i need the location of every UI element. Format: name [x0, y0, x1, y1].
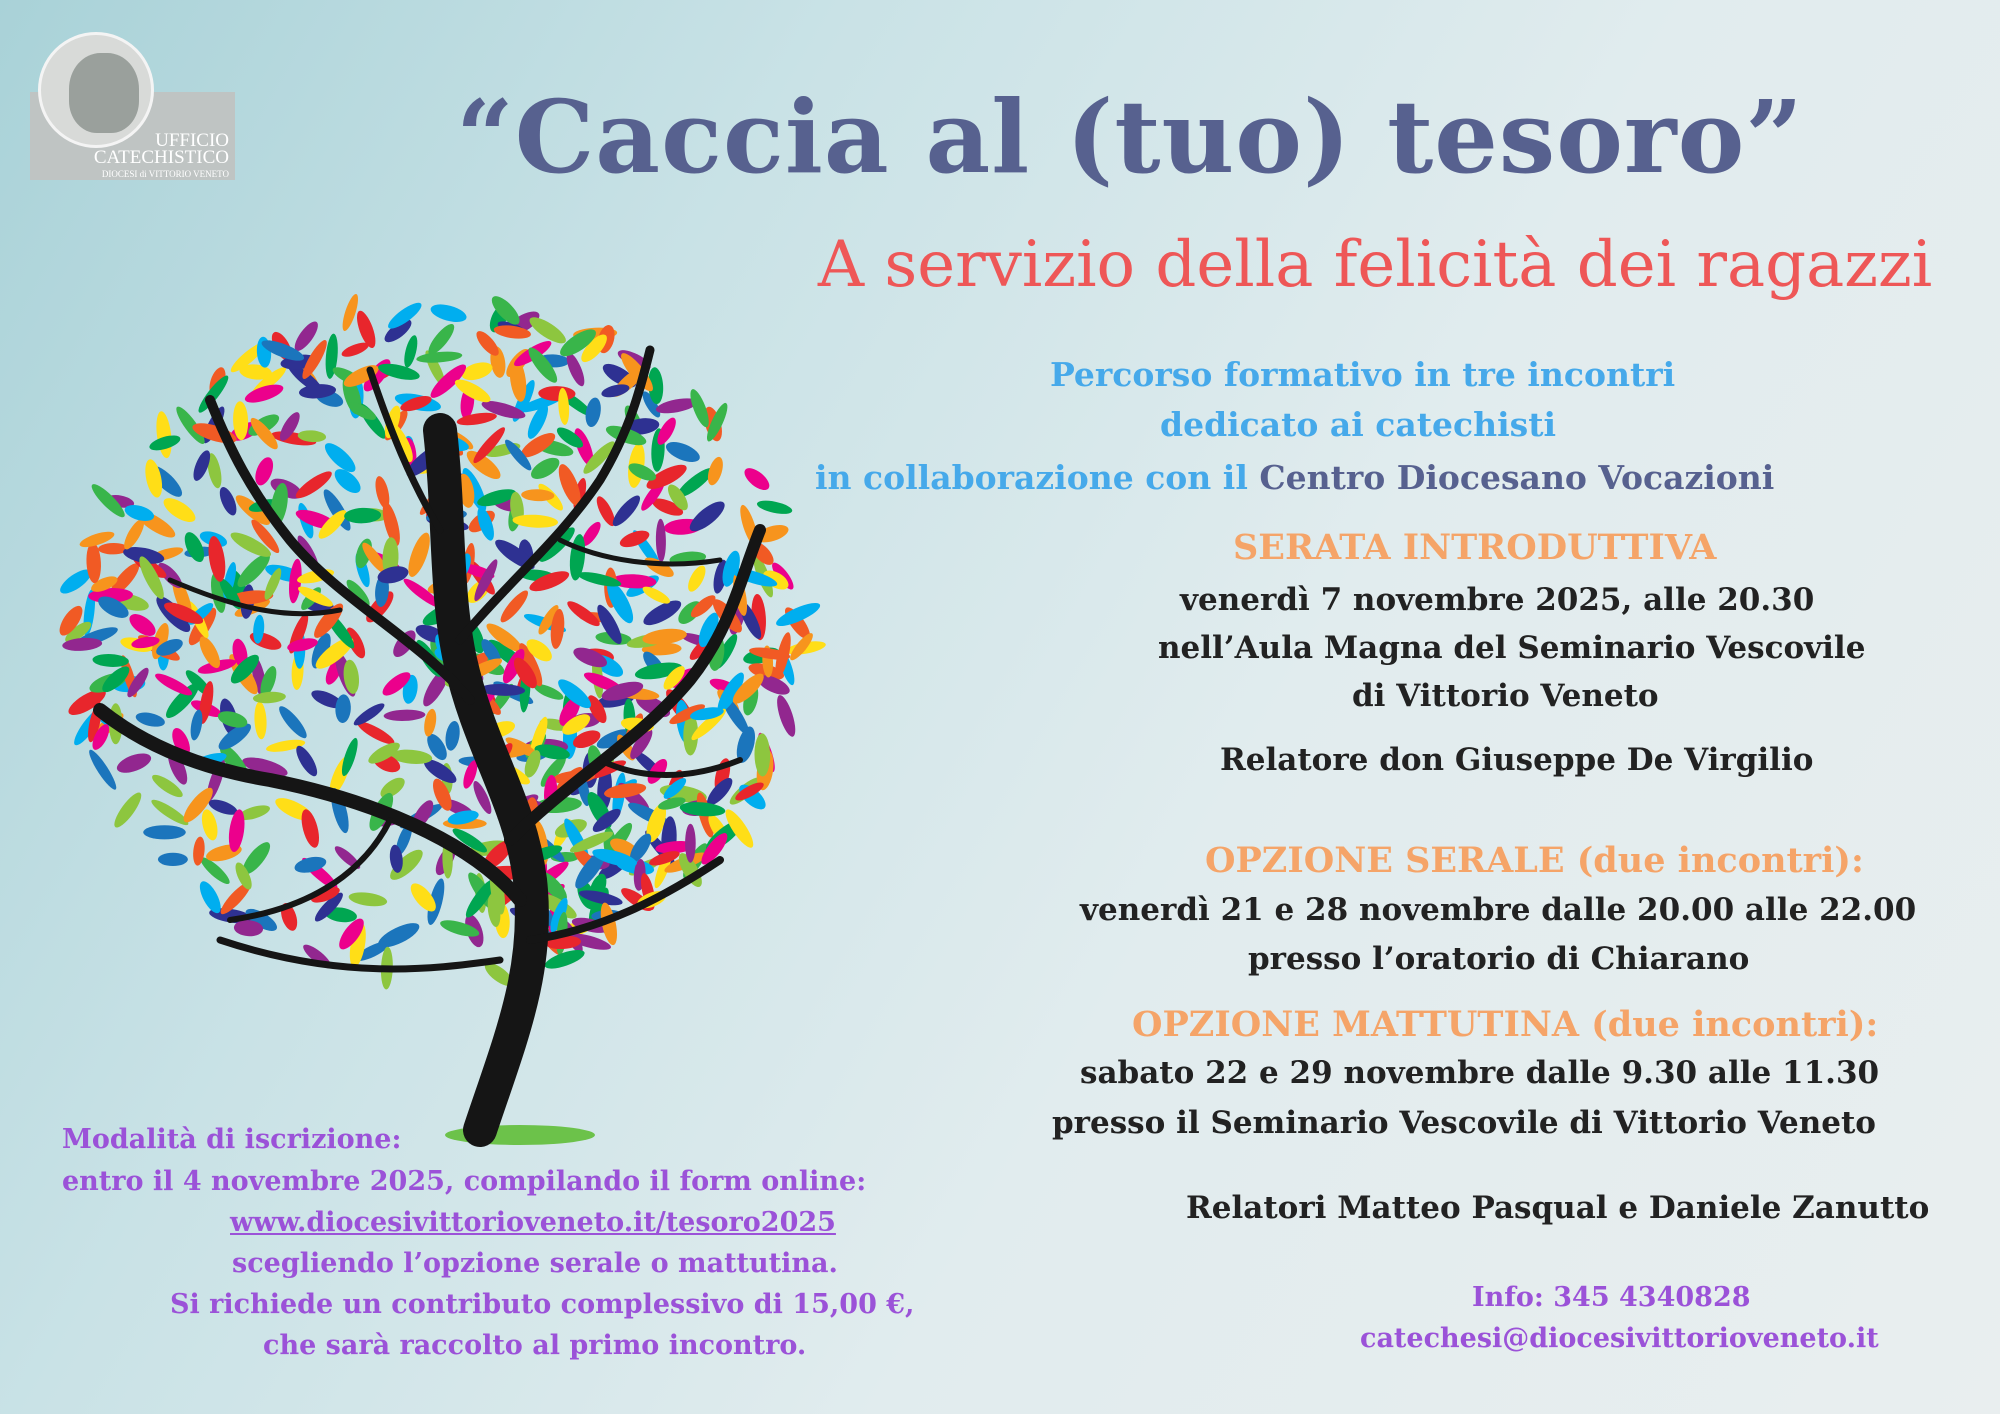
leaf — [348, 890, 388, 908]
logo-text: UFFICIO CATECHISTICO — [93, 130, 229, 168]
leaf — [663, 438, 702, 466]
info-email[interactable]: catechesi@diocesivittorioveneto.it — [1360, 1323, 1879, 1354]
leaf — [199, 808, 220, 842]
serata-place-2: di Vittorio Veneto — [1352, 678, 1659, 714]
tree-illustration — [40, 280, 840, 1150]
leaf — [444, 720, 462, 752]
leaf — [416, 350, 463, 364]
leaf — [158, 853, 188, 866]
leaf — [134, 710, 166, 729]
leaf — [609, 492, 644, 530]
serale-place: presso l’oratorio di Chiarano — [1248, 941, 1750, 977]
registration-link[interactable]: www.diocesivittorioveneto.it/tesoro2025 — [230, 1207, 836, 1238]
leaf — [640, 583, 672, 606]
leaf — [577, 569, 623, 589]
intro-line-1: Percorso formativo in tre incontri — [1050, 355, 1676, 394]
leaf — [679, 800, 726, 818]
leaf — [383, 709, 425, 722]
leaf — [275, 703, 310, 742]
leaf — [86, 747, 120, 792]
leaf — [216, 485, 239, 518]
leaf — [253, 691, 287, 704]
serale-date: venerdì 21 e 28 novembre dalle 20.00 alle 22.00 — [1080, 892, 1917, 928]
leaf — [339, 736, 361, 777]
leaf — [583, 396, 603, 428]
intro-line-3 — [815, 458, 1774, 497]
ufficio-catechistico-logo — [30, 32, 235, 180]
iscrizione-deadline: entro il 4 novembre 2025, compilando il form online: — [62, 1166, 867, 1197]
leaf — [685, 563, 709, 594]
intro-collab-text: in collaborazione con il — [815, 458, 1260, 497]
leaf — [685, 497, 728, 536]
leaf — [248, 629, 284, 654]
leaf — [160, 494, 199, 527]
leaf — [143, 825, 186, 839]
leaf — [332, 843, 363, 872]
relatori: Relatori Matteo Pasqual e Daniele Zanutto — [1186, 1190, 1930, 1226]
leaf — [149, 796, 191, 829]
leaf — [685, 824, 696, 863]
leaf — [404, 530, 434, 579]
serata-date: venerdì 7 novembre 2025, alle 20.30 — [1180, 582, 1815, 618]
leaf — [773, 693, 799, 738]
intro-line-2: dedicato ai catechisti — [1160, 405, 1556, 444]
leaf — [754, 733, 770, 776]
leaf — [110, 789, 145, 831]
info-phone: Info: 345 4340828 — [1472, 1282, 1751, 1313]
leaf — [114, 750, 153, 777]
serata-place-1: nell’Aula Magna del Seminario Vescovile — [1158, 630, 1866, 666]
leaf — [254, 701, 268, 739]
serata-speaker: Relatore don Giuseppe De Virgilio — [1220, 742, 1814, 778]
serale-heading: OPZIONE SERALE (due incontri): — [1205, 840, 1864, 881]
leaf — [292, 743, 321, 779]
leaf — [422, 708, 438, 738]
serata-heading: SERATA INTRODUTTIVA — [1233, 527, 1717, 568]
leaf — [402, 334, 420, 369]
leaf — [741, 464, 773, 494]
leaf — [756, 498, 794, 516]
page-subtitle: A servizio della felicità dei ragazzi — [817, 228, 1933, 302]
iscrizione-heading: Modalità di iscrizione: — [62, 1124, 402, 1155]
leaf — [429, 301, 469, 325]
logo-emblem — [38, 32, 154, 148]
leaf — [154, 410, 174, 459]
mattutina-date: sabato 22 e 29 novembre dalle 9.30 alle 11.30 — [1080, 1055, 1880, 1091]
logo-subtext: DIOCESI di VITTORIO VENETO — [101, 169, 229, 179]
iscrizione-collection: che sarà raccolto al primo incontro. — [263, 1330, 807, 1361]
centro-vocazioni: Centro Diocesano Vocazioni — [1259, 458, 1775, 497]
leaf — [656, 519, 667, 563]
iscrizione-fee: Si richiede un contributo complessivo di 15,00 €, — [170, 1289, 915, 1320]
mattutina-heading: OPZIONE MATTUTINA (due incontri): — [1132, 1004, 1879, 1045]
iscrizione-option: scegliendo l’opzione serale o mattutina. — [232, 1248, 838, 1279]
mattutina-place: presso il Seminario Vescovile di Vittorio Veneto — [1052, 1105, 1876, 1141]
leaf — [528, 454, 563, 484]
face-icon — [69, 53, 139, 133]
page-title: “Caccia al (tuo) tesoro” — [456, 78, 1804, 196]
